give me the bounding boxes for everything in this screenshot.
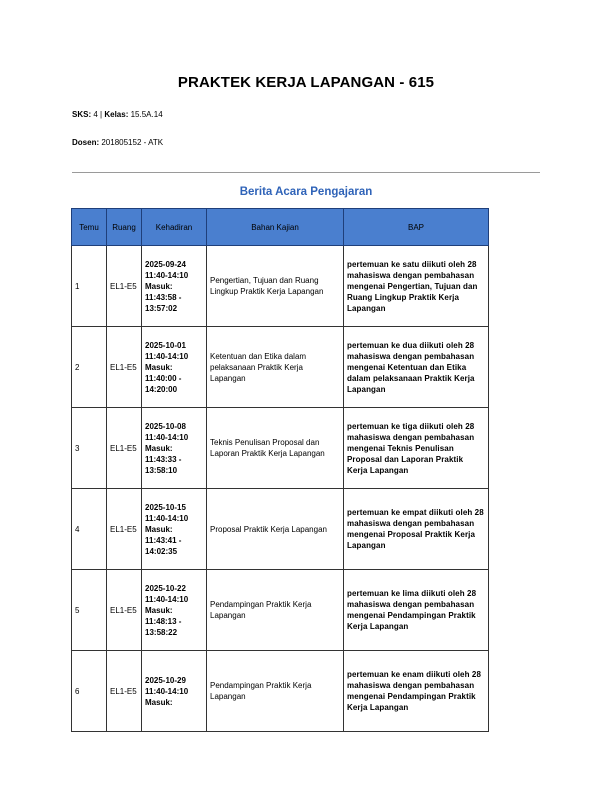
cell-temu: 6 — [72, 651, 107, 732]
cell-ruang: EL1-E5 — [107, 408, 142, 489]
kehadiran-line: 11:40-14:10 — [145, 513, 189, 523]
header-bap: BAP — [344, 209, 489, 246]
cell-temu: 2 — [72, 327, 107, 408]
table-row — [72, 570, 489, 651]
separator: | — [100, 110, 103, 119]
course-meta — [72, 110, 163, 119]
table-row — [72, 246, 489, 327]
section-title: Berita Acara Pengajaran — [239, 186, 373, 198]
dosen-label: Dosen: — [72, 138, 100, 147]
cell-bahan-kajian: Pendampingan Praktik Kerja Lapangan — [207, 570, 344, 651]
kehadiran-line: 11:40-14:10 — [145, 594, 189, 604]
bap-table — [71, 208, 489, 732]
table-row — [72, 327, 489, 408]
divider — [72, 172, 540, 173]
cell-kehadiran — [142, 651, 207, 732]
dosen-value: 201805152 - ATK — [101, 138, 164, 147]
cell-temu: 3 — [72, 408, 107, 489]
kehadiran-line: 11:43:41 - — [145, 535, 182, 545]
header-temu: Temu — [72, 209, 107, 246]
kelas-value: 15.5A.14 — [130, 110, 163, 119]
kehadiran-line: 11:48:13 - — [145, 616, 182, 626]
table-row — [72, 408, 489, 489]
cell-ruang: EL1-E5 — [107, 570, 142, 651]
cell-bahan-kajian: Pendampingan Praktik Kerja Lapangan — [207, 651, 344, 732]
cell-ruang: EL1-E5 — [107, 489, 142, 570]
cell-ruang: EL1-E5 — [107, 651, 142, 732]
sks-label: SKS: — [72, 110, 92, 119]
kehadiran-line: 11:40-14:10 — [145, 270, 189, 280]
cell-bap: pertemuan ke dua diikuti oleh 28 mahasiswa dengan pembahasan mengenai Ketentuan dan Etika dalam pelaksanaan Praktik Kerja Lapangan — [344, 327, 489, 408]
kehadiran-line: 13:58:10 — [145, 465, 178, 475]
cell-bahan-kajian: Proposal Praktik Kerja Lapangan — [207, 489, 344, 570]
kehadiran-line: Masuk: — [145, 605, 173, 615]
cell-bahan-kajian: Ketentuan dan Etika dalam pelaksanaan Praktik Kerja Lapangan — [207, 327, 344, 408]
kehadiran-line: 2025-10-15 — [145, 502, 186, 512]
kehadiran-line: 11:43:33 - — [145, 454, 182, 464]
kehadiran-line: 2025-10-22 — [145, 583, 186, 593]
kehadiran-line: 2025-10-29 — [145, 675, 186, 685]
table-row — [72, 651, 489, 732]
kehadiran-line: 2025-10-01 — [145, 340, 186, 350]
cell-bap: pertemuan ke empat diikuti oleh 28 mahasiswa dengan pembahasan mengenai Proposal Praktik Kerja Lapangan — [344, 489, 489, 570]
kehadiran-line: 13:58:22 — [145, 627, 178, 637]
cell-kehadiran — [142, 408, 207, 489]
kehadiran-line: 11:40-14:10 — [145, 432, 189, 442]
kehadiran-line: Masuk: — [145, 697, 173, 707]
header-kehadiran: Kehadiran — [142, 209, 207, 246]
header-bahan-kajian: Bahan Kajian — [207, 209, 344, 246]
cell-temu: 5 — [72, 570, 107, 651]
table-row — [72, 489, 489, 570]
cell-kehadiran — [142, 327, 207, 408]
kehadiran-line: Masuk: — [145, 524, 173, 534]
kehadiran-line: 11:40-14:10 — [145, 351, 189, 361]
cell-bap: pertemuan ke tiga diikuti oleh 28 mahasiswa dengan pembahasan mengenai Teknis Penulisan Proposal dan Laporan Praktik Kerja Lapangan — [344, 408, 489, 489]
cell-kehadiran — [142, 246, 207, 327]
kehadiran-line: 14:02:35 — [145, 546, 178, 556]
cell-bap: pertemuan ke lima diikuti oleh 28 mahasiswa dengan pembahasan mengenai Pendampingan Praktik Kerja Lapangan — [344, 570, 489, 651]
kehadiran-line: 11:43:58 - — [145, 292, 182, 302]
cell-temu: 1 — [72, 246, 107, 327]
sks-value: 4 — [93, 110, 98, 119]
kehadiran-line: 11:40:00 - — [145, 373, 182, 383]
lecturer-meta — [72, 138, 163, 147]
cell-ruang: EL1-E5 — [107, 327, 142, 408]
cell-ruang: EL1-E5 — [107, 246, 142, 327]
cell-bahan-kajian: Pengertian, Tujuan dan Ruang Lingkup Praktik Kerja Lapangan — [207, 246, 344, 327]
kehadiran-line: 11:40-14:10 — [145, 686, 189, 696]
table-body — [72, 246, 489, 732]
cell-bap: pertemuan ke satu diikuti oleh 28 mahasiswa dengan pembahasan mengenai Pengertian, Tujuan dan Ruang Lingkup Praktik Kerja Lapangan — [344, 246, 489, 327]
cell-kehadiran — [142, 489, 207, 570]
kehadiran-line: Masuk: — [145, 281, 173, 291]
kehadiran-line: 13:57:02 — [145, 303, 178, 313]
kehadiran-line: 14:20:00 — [145, 384, 178, 394]
cell-bap: pertemuan ke enam diikuti oleh 28 mahasiswa dengan pembahasan mengenai Pendampingan Praktik Kerja Lapangan — [344, 651, 489, 732]
cell-kehadiran — [142, 570, 207, 651]
kelas-label: Kelas: — [104, 110, 129, 119]
cell-bahan-kajian: Teknis Penulisan Proposal dan Laporan Praktik Kerja Lapangan — [207, 408, 344, 489]
kehadiran-line: Masuk: — [145, 443, 173, 453]
kehadiran-line: 2025-09-24 — [145, 259, 186, 269]
header-ruang: Ruang — [107, 209, 142, 246]
page-title: PRAKTEK KERJA LAPANGAN - 615 — [177, 74, 435, 91]
kehadiran-line: Masuk: — [145, 362, 173, 372]
cell-temu: 4 — [72, 489, 107, 570]
kehadiran-line: 2025-10-08 — [145, 421, 186, 431]
table-header-row — [72, 209, 489, 246]
